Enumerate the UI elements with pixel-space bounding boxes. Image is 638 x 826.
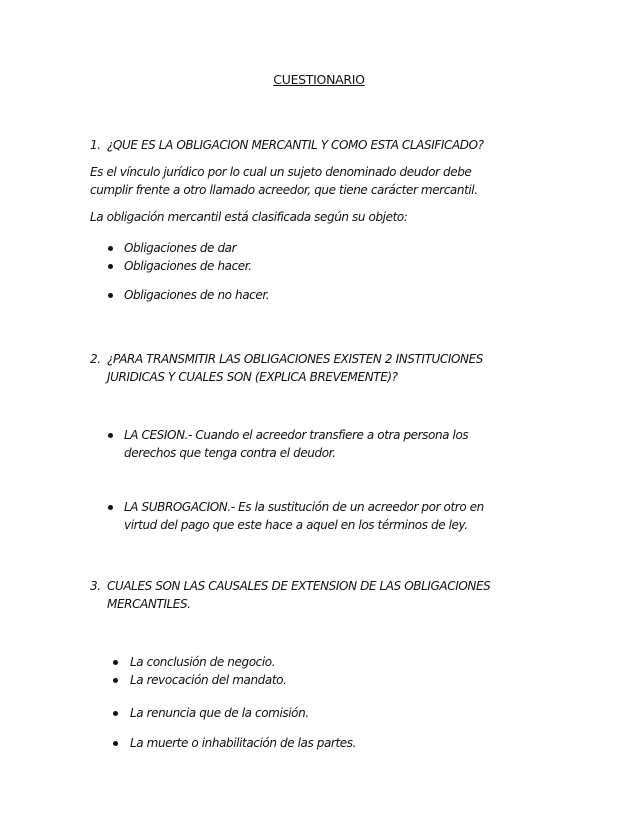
- bullet-icon: [113, 711, 118, 716]
- q1-question: ¿QUE ES LA OBLIGACION MERCANTIL Y COMO ESTA CLASIFICADO?: [107, 138, 484, 152]
- bullet-icon: [108, 505, 113, 510]
- q3-question-line-2: MERCANTILES.: [107, 597, 191, 611]
- bullet-icon: [113, 678, 118, 683]
- q2-question-line-1: ¿PARA TRANSMITIR LAS OBLIGACIONES EXISTEN 2 INSTITUCIONES: [107, 352, 484, 366]
- bullet-icon: [113, 660, 118, 665]
- q2-item-1-line-1: LA CESION.- Cuando el acreedor transfiere a otra persona los: [124, 428, 469, 442]
- q3-item-2: La revocación del mandato.: [130, 673, 287, 687]
- q2-question-line-2: JURIDICAS Y CUALES SON (EXPLICA BREVEMENTE)?: [107, 370, 398, 384]
- document-title: CUESTIONARIO: [273, 72, 365, 87]
- q2-number: 2.: [90, 352, 101, 366]
- q3-item-1: La conclusión de negocio.: [130, 655, 276, 669]
- q1-number: 1.: [90, 138, 101, 152]
- bullet-icon: [113, 741, 118, 746]
- q1-item-2: Obligaciones de hacer.: [124, 259, 252, 273]
- q2-item-2-line-2: virtud del pago que este hace a aquel en los términos de ley.: [124, 518, 468, 532]
- bullet-icon: [108, 264, 113, 269]
- q3-question-line-1: CUALES SON LAS CAUSALES DE EXTENSION DE LAS OBLIGACIONES: [107, 579, 491, 593]
- q2-item-2-line-1: LA SUBROGACION.- Es la sustitución de un acreedor por otro en: [124, 500, 484, 514]
- q1-item-1: Obligaciones de dar: [124, 241, 237, 255]
- q1-answer-line-2: cumplir frente a otro llamado acreedor, que tiene carácter mercantil.: [90, 183, 478, 197]
- q1-item-3: Obligaciones de no hacer.: [124, 288, 270, 302]
- q3-item-4: La muerte o inhabilitación de las partes.: [130, 736, 357, 750]
- q2-item-1-line-2: derechos que tenga contra el deudor.: [124, 446, 336, 460]
- bullet-icon: [108, 246, 113, 251]
- q3-number: 3.: [90, 579, 101, 593]
- bullet-icon: [108, 293, 113, 298]
- q1-classification-intro: La obligación mercantil está clasificada según su objeto:: [90, 210, 408, 224]
- q1-answer-line-1: Es el vínculo jurídico por lo cual un sujeto denominado deudor debe: [90, 165, 472, 179]
- bullet-icon: [108, 433, 113, 438]
- q3-item-3: La renuncia que de la comisión.: [130, 706, 309, 720]
